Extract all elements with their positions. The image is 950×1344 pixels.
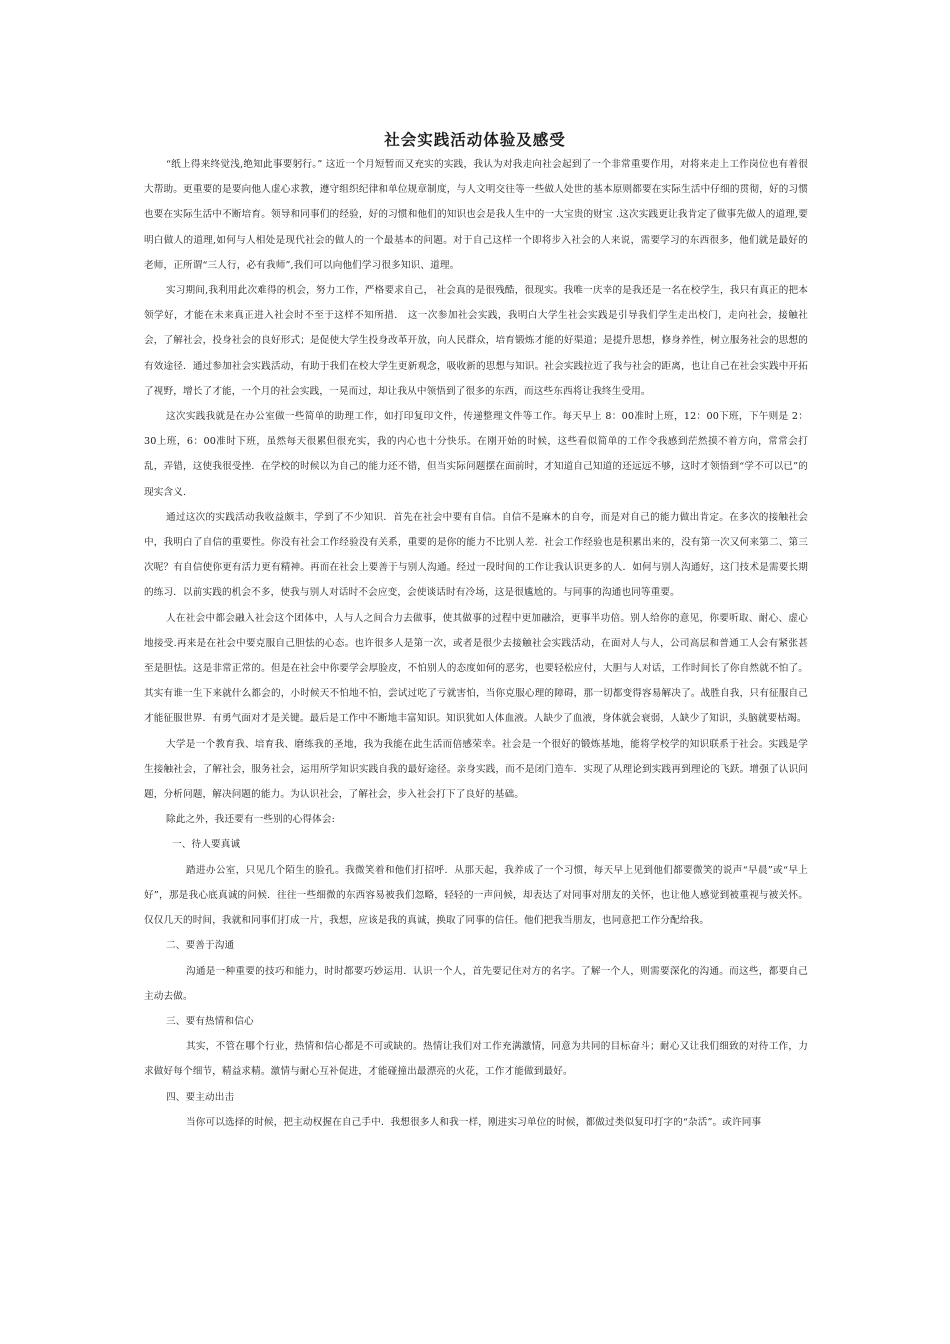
section-heading: 一、待人要真诚 (172, 839, 241, 851)
body-paragraph: “纸上得来终觉浅,绝知此事要躬行。” 这近一个月短暂而又充实的实践，我认为对我走向社会起到了一个非常重要作用，对将来走上工作岗位也有着很大帮助。更重要的是要向他人虚心求教，遵守组织纪律和单位规章制度，与人文明交往等一些做人处世的基本原则都要在实际生活中仔细的贯彻，好的习惯也要在实际生活中不断培育。领导和同事们的经验，好的习惯和他们的知识也会是我人生中的一大宝贵的财宝 .这次实践更让我肯定了做事先做人的道理,要明白做人的道理,如何与人相处是现代社会的做人的一个最基本的问题。对于自己这样一个即将步入社会的人来说，需要学习的东西很多，他们就是最好的老师，正所谓“三人行，必有我师”,我们可以向他们学习很多知识、道理。 (144, 159, 808, 271)
body-paragraph: 实习期间,我利用此次难得的机会，努力工作，严格要求自己， 社会真的是很残酷，很现实。我唯一庆幸的是我还是一名在校学生，我只有真正的把本领学好，才能在未来真正进入社会时不至于这样不知所措． 这一次参加社会实践，我明白大学生社会实践是引导我们学生走出校门，走向社会，接触社会，了解社会，投身社会的良好形式；是促使大学生投身改革开放，向人民群众，培育锻炼才能的好渠道；是提升思想，修身养性，树立服务社会的思想的有效途径．通过参加社会实践活动，有助于我们在校大学生更新观念，吸收新的思想与知识。社会实践拉近了我与社会的距离，也让自己在社会实践中开拓了视野，增长了才能，一个月的社会实践，一晃而过，却让我从中领悟到了很多的东西，而这些东西将让我终生受用。 (144, 285, 808, 397)
body-paragraph: 除此之外，我还要有一些别的心得体会: (166, 814, 336, 826)
body-paragraph: 大学是一个教育我、培育我、磨练我的圣地，我为我能在此生活而倍感荣幸。社会是一个很好的锻炼基地，能将学校学的知识联系于社会。实践是学生接触社会，了解社会，服务社会，运用所学知识实践自我的最好途径。亲身实践，而不是闭门造车．实现了从理论到实践再到理论的飞跃。增强了认识问题，分析问题，解决问题的能力。为认识社会，了解社会，步入社会打下了良好的基础。 (144, 738, 808, 801)
document-body (144, 152, 808, 1135)
section-heading: 四、要主动出击 (166, 1091, 235, 1103)
section-heading: 三、要有热情和信心 (166, 1015, 254, 1027)
body-paragraph: 这次实践我就是在办公室做一些简单的助理工作，如打印复印文件，传递整理文件等工作。每天早上 8：00准时上班，12：00下班，下午则是 2：30上班，6：00准时下班，虽然每天很累但很充实，我的内心也十分快乐。在刚开始的时候，这些看似简单的工作令我感到茫然摸不着方向，常常会打乱，弄错，这使我很受挫．在学校的时候以为自己的能力还不错，但当实际问题摆在面前时，才知道自己知道的还远远不够，这时才领悟到“学不可以已”的现实含义. (144, 411, 808, 498)
body-paragraph: 通过这次的实践活动我收益颇丰，学到了不少知识．首先在社会中要有自信。自信不是麻木的自夸，而是对自己的能力做出肯定。在多次的接触社会中，我明白了自信的重要性。你没有社会工作经验没有关系，重要的是你的能力不比别人差．社会工作经验也是积累出来的，没有第一次又何来第二、第三次呢？有自信使你更有活力更有精神。再而在社会上要善于与别人沟通。经过一段时间的工作让我认识更多的人．如何与别人沟通好，这门技术是需要长期的练习．以前实践的机会不多，使我与别人对话时不会应变，会使谈话时有冷场，这是很尴尬的。与同事的沟通也同等重要。 (144, 511, 808, 599)
section-text: 沟通是一种重要的技巧和能力，时时都要巧妙运用．认识一个人，首先要记住对方的名字。了解一个人，则需要深化的沟通。而这些，都要自己主动去做。 (144, 965, 808, 1002)
section-text: 其实，不管在哪个行业，热情和信心都是不可或缺的。热情让我们对工作充满激情，同意为共同的目标奋斗；耐心又让我们细致的对待工作，力求做好每个细节，精益求精。激情与耐心互补促进，才能碰撞出最漂亮的火花，工作才能做到最好。 (144, 1041, 808, 1078)
section-text: 踏进办公室，只见几个陌生的脸孔。我微笑着和他们打招呼．从那天起，我养成了一个习惯，每天早上见到他们都要微笑的说声“早晨”或“早上好”，那是我心底真诚的问候．往往一些细微的东西容易被我们忽略，轻轻的一声问候，却表达了对同事对朋友的关怀，也让他人感觉到被重视与被关怀。仅仅几天的时间，我就和同事们打成一片，我想，应该是我的真诚，换取了同事的信任。他们把我当朋友，也同意把工作分配给我。 (144, 864, 808, 927)
body-paragraph: 人在社会中都会融入社会这个团体中，人与人之间合力去做事，使其做事的过程中更加融洽，更事半功倍。别人给你的意见，你要听取、耐心、虚心地接受.再来是在社会中要克服自己胆怯的心态。也许很多人是第一次，或者是很少去接触社会实践活动，在面对人与人，公司高层和普通工人会有紧张甚至是胆怯。这是非常正常的。但是在社会中你要学会厚脸皮，不怕别人的态度如何的恶劣，也要轻松应付，大胆与人对话，工作时间长了你自然就不怕了。其实有谁一生下来就什么都会的，小时候天不怕地不怕，尝试过吃了亏就害怕，当你克服心理的障碍，那一切都变得容易解决了。战胜自我，只有征服自己才能征服世界．有勇气面对才是关键。最后是工作中不断地丰富知识。知识犹如人体血液。人缺少了血液，身体就会衰弱，人缺少了知识，头脑就要枯竭。 (144, 612, 808, 725)
section-text: 当你可以选择的时候，把主动权握在自己手中．我想很多人和我一样，刚进实习单位的时候，都做过类似复印打字的“杂活”。或许同事 (186, 1116, 762, 1128)
document-title: 社会实践活动体验及感受 (384, 131, 566, 149)
section-heading: 二、要善于沟通 (166, 940, 235, 952)
